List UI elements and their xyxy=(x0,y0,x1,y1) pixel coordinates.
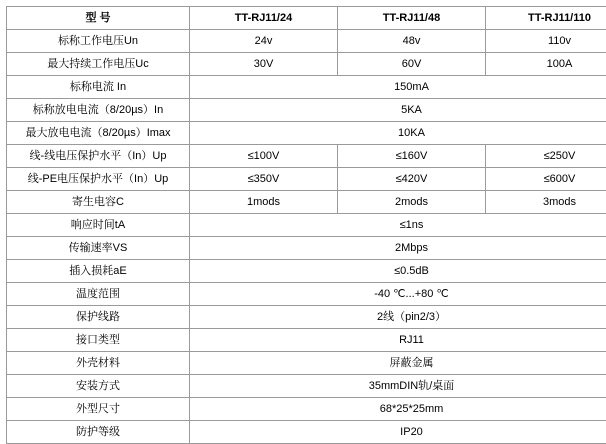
table-row xyxy=(7,122,606,145)
table-row xyxy=(7,398,606,421)
row-value-1: 48v xyxy=(338,30,486,53)
table-row xyxy=(7,30,606,53)
header-label-cell: 型 号 xyxy=(7,7,190,30)
table-row xyxy=(7,76,606,99)
row-label: 安装方式 xyxy=(7,375,190,398)
table-row xyxy=(7,352,606,375)
table-header-row xyxy=(7,7,606,30)
row-value-merged: 10KA xyxy=(190,122,606,145)
specification-table xyxy=(6,6,606,444)
row-label: 寄生电容C xyxy=(7,191,190,214)
row-value-merged: 150mA xyxy=(190,76,606,99)
row-label: 最大放电电流（8/20µs）Imax xyxy=(7,122,190,145)
row-value-2: ≤600V xyxy=(486,168,606,191)
row-value-merged: IP20 xyxy=(190,421,606,444)
row-value-1: 60V xyxy=(338,53,486,76)
row-label: 防护等级 xyxy=(7,421,190,444)
row-value-0: 24v xyxy=(190,30,338,53)
header-col-1: TT-RJ11/48 xyxy=(338,7,486,30)
row-value-1: 2mods xyxy=(338,191,486,214)
table-row xyxy=(7,214,606,237)
row-value-merged: ≤0.5dB xyxy=(190,260,606,283)
row-label: 标称放电电流（8/20µs）In xyxy=(7,99,190,122)
row-label: 线-线电压保护水平（In）Up xyxy=(7,145,190,168)
row-value-2: ≤250V xyxy=(486,145,606,168)
row-value-merged: ≤1ns xyxy=(190,214,606,237)
row-label: 插入损耗aE xyxy=(7,260,190,283)
row-value-merged: RJ11 xyxy=(190,329,606,352)
row-value-merged: 68*25*25mm xyxy=(190,398,606,421)
row-value-merged: 35mmDIN轨/桌面 xyxy=(190,375,606,398)
table-row xyxy=(7,168,606,191)
table-row xyxy=(7,329,606,352)
row-label: 标称电流 In xyxy=(7,76,190,99)
table-row xyxy=(7,191,606,214)
row-value-merged: -40 ℃...+80 ℃ xyxy=(190,283,606,306)
table-row xyxy=(7,306,606,329)
table-row xyxy=(7,237,606,260)
row-value-merged: 2线（pin2/3） xyxy=(190,306,606,329)
row-value-0: 30V xyxy=(190,53,338,76)
table-row xyxy=(7,145,606,168)
row-label: 接口类型 xyxy=(7,329,190,352)
table-row xyxy=(7,53,606,76)
table-row xyxy=(7,260,606,283)
row-label: 标称工作电压Un xyxy=(7,30,190,53)
table-row xyxy=(7,375,606,398)
row-label: 温度范围 xyxy=(7,283,190,306)
table-row xyxy=(7,99,606,122)
row-value-2: 100A xyxy=(486,53,606,76)
row-label: 响应时间tA xyxy=(7,214,190,237)
row-value-merged: 屏蔽金属 xyxy=(190,352,606,375)
row-label: 最大持续工作电压Uc xyxy=(7,53,190,76)
row-value-0: ≤350V xyxy=(190,168,338,191)
row-value-1: ≤160V xyxy=(338,145,486,168)
table-row xyxy=(7,421,606,444)
row-label: 外壳材料 xyxy=(7,352,190,375)
row-value-1: ≤420V xyxy=(338,168,486,191)
row-value-0: ≤100V xyxy=(190,145,338,168)
row-label: 保护线路 xyxy=(7,306,190,329)
row-label: 线-PE电压保护水平（In）Up xyxy=(7,168,190,191)
table-body xyxy=(7,7,606,444)
row-label: 传输速率VS xyxy=(7,237,190,260)
row-label: 外型尺寸 xyxy=(7,398,190,421)
header-col-0: TT-RJ11/24 xyxy=(190,7,338,30)
header-col-2: TT-RJ11/110 xyxy=(486,7,606,30)
row-value-2: 110v xyxy=(486,30,606,53)
row-value-merged: 5KA xyxy=(190,99,606,122)
row-value-0: 1mods xyxy=(190,191,338,214)
row-value-merged: 2Mbps xyxy=(190,237,606,260)
row-value-2: 3mods xyxy=(486,191,606,214)
table-row xyxy=(7,283,606,306)
